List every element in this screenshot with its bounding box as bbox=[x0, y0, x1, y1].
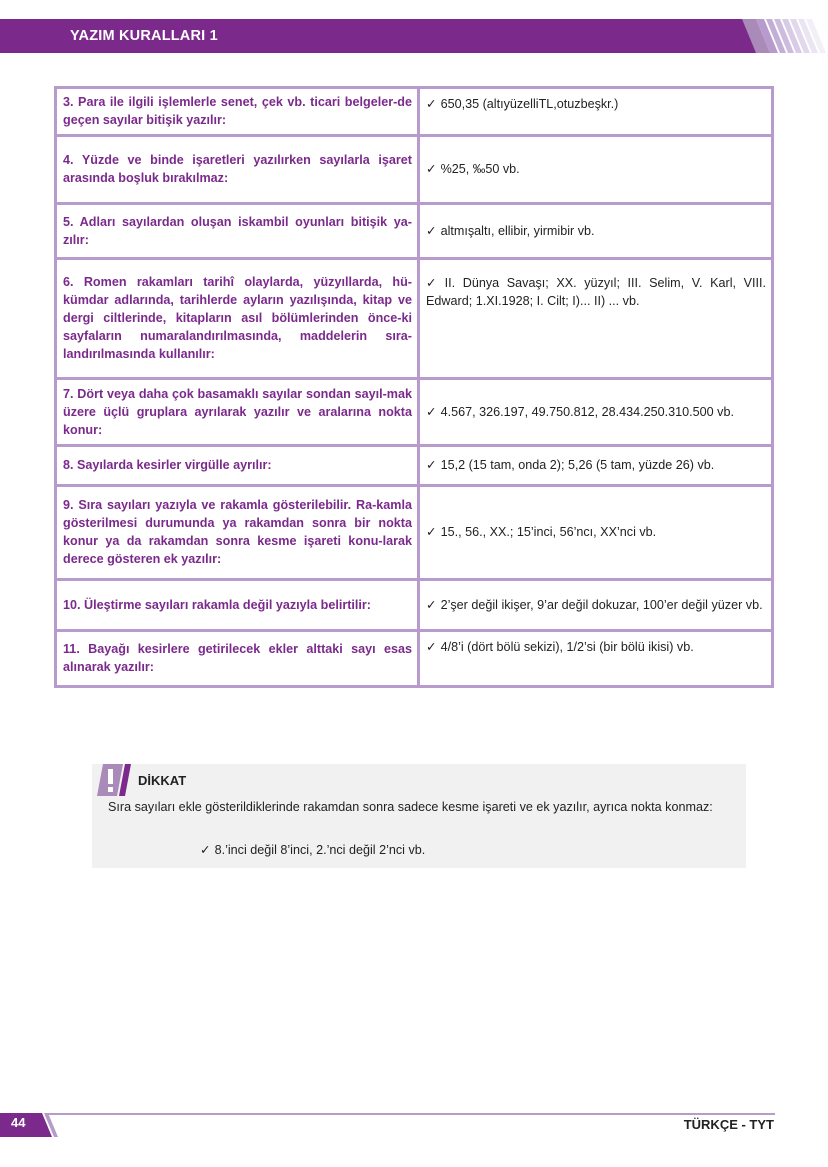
example-cell bbox=[419, 379, 773, 446]
table-row bbox=[56, 580, 773, 631]
check-mark-icon: ✓ bbox=[426, 223, 437, 238]
table-row bbox=[56, 88, 773, 136]
check-mark-icon: ✓ bbox=[426, 404, 437, 419]
footer-subject: TÜRKÇE - TYT bbox=[683, 1117, 774, 1132]
example-cell bbox=[419, 259, 773, 379]
example-cell bbox=[419, 631, 773, 687]
exclamation-icon bbox=[97, 764, 135, 796]
check-mark-icon: ✓ bbox=[426, 525, 437, 539]
table-row bbox=[56, 446, 773, 486]
header-stripes-decoration bbox=[742, 19, 828, 53]
example-text: %25, ‰50 vb. bbox=[440, 162, 520, 176]
check-mark-icon: ✓ bbox=[426, 162, 437, 176]
example-cell bbox=[419, 580, 773, 631]
page-number-badge bbox=[0, 1113, 60, 1137]
example-text: 2’şer değil ikişer, 9’ar değil dokuzar, 100’er değil yüzer vb. bbox=[440, 597, 763, 612]
rule-cell: 7. Dört veya daha çok basamaklı sayılar sondan sayıl-mak üzere üçlü gruplara ayrılarak yazılır ve aralarına nokta konur: bbox=[56, 379, 419, 446]
table-row bbox=[56, 631, 773, 687]
check-mark-icon: ✓ bbox=[200, 843, 211, 857]
example-cell bbox=[419, 486, 773, 580]
rule-cell: 6. Romen rakamları tarihî olaylarda, yüzyıllarda, hü-kümdar adlarında, tarihlerde ayların yazılışında, kitap ve dergi ciltlerinde, kitapların asıl bölümlerinden önce-ki sayfaların numaralandırılmasında, maddelerin sıra-landırılmasında kullanılır: bbox=[56, 259, 419, 379]
example-text: altmışaltı, ellibir, yirmibir vb. bbox=[440, 223, 595, 238]
table-row bbox=[56, 204, 773, 259]
dikkat-note-box bbox=[92, 764, 746, 868]
dikkat-example-text: 8.’inci değil 8’inci, 2.’nci değil 2’nci vb. bbox=[214, 843, 426, 857]
rule-cell: 8. Sayılarda kesirler virgülle ayrılır: bbox=[56, 446, 419, 486]
rule-cell: 5. Adları sayılardan oluşan iskambil oyunları bitişik ya-zılır: bbox=[56, 204, 419, 259]
example-text: 4/8’i (dört bölü sekizi), 1/2’si (bir bölü ikisi) vb. bbox=[440, 640, 694, 654]
example-cell bbox=[419, 136, 773, 204]
check-mark-icon: ✓ bbox=[426, 276, 441, 290]
example-cell bbox=[419, 204, 773, 259]
table-row bbox=[56, 379, 773, 446]
example-cell bbox=[419, 88, 773, 136]
dikkat-title: DİKKAT bbox=[138, 773, 187, 788]
check-mark-icon: ✓ bbox=[426, 458, 437, 472]
example-text: 15., 56., XX.; 15’inci, 56’ncı, XX’nci vb. bbox=[440, 525, 657, 539]
rule-cell: 4. Yüzde ve binde işaretleri yazılırken sayılarla işaret arasında boşluk bırakılmaz: bbox=[56, 136, 419, 204]
check-mark-icon: ✓ bbox=[426, 640, 437, 654]
table-row bbox=[56, 259, 773, 379]
rule-cell: 9. Sıra sayıları yazıyla ve rakamla gösterilebilir. Ra-kamla gösterilmesi durumunda ya rakamdan sonra bir nokta konur ya da rakamdan sonra kesme işareti konu-larak derece gösteren ek yazılır: bbox=[56, 486, 419, 580]
chapter-title: YAZIM KURALLARI 1 bbox=[70, 28, 218, 44]
dikkat-text: Sıra sayıları ekle gösterildiklerinde rakamdan sonra sadece kesme işareti ve ek yazılır, ayrıca nokta konmaz: bbox=[108, 800, 713, 814]
rule-cell: 10. Üleştirme sayıları rakamla değil yazıyla belirtilir: bbox=[56, 580, 419, 631]
rule-cell: 3. Para ile ilgili işlemlerle senet, çek vb. ticari belgeler-de geçen sayılar bitişik yazılır: bbox=[56, 88, 419, 136]
rules-table bbox=[54, 86, 774, 688]
check-mark-icon: ✓ bbox=[426, 97, 437, 111]
example-text: 4.567, 326.197, 49.750.812, 28.434.250.310.500 vb. bbox=[440, 404, 734, 419]
example-text: II. Dünya Savaşı; XX. yüzyıl; III. Selim, V. Karl, VIII. Edward; 1.XI.1928; I. Cilt; I)... II) ... vb. bbox=[426, 276, 766, 308]
chapter-header bbox=[0, 19, 828, 53]
table-row bbox=[56, 486, 773, 580]
rule-cell: 11. Bayağı kesirlere getirilecek ekler alttaki sayı esas alınarak yazılır: bbox=[56, 631, 419, 687]
example-text: 15,2 (15 tam, onda 2); 5,26 (5 tam, yüzde 26) vb. bbox=[440, 458, 715, 472]
table-row bbox=[56, 136, 773, 204]
footer-divider bbox=[47, 1113, 775, 1115]
example-text: 650,35 (altıyüzelliTL,otuzbeşkr.) bbox=[440, 97, 619, 111]
dikkat-example bbox=[200, 842, 425, 857]
check-mark-icon: ✓ bbox=[426, 597, 437, 612]
page-number: 44 bbox=[11, 1115, 26, 1130]
example-cell bbox=[419, 446, 773, 486]
